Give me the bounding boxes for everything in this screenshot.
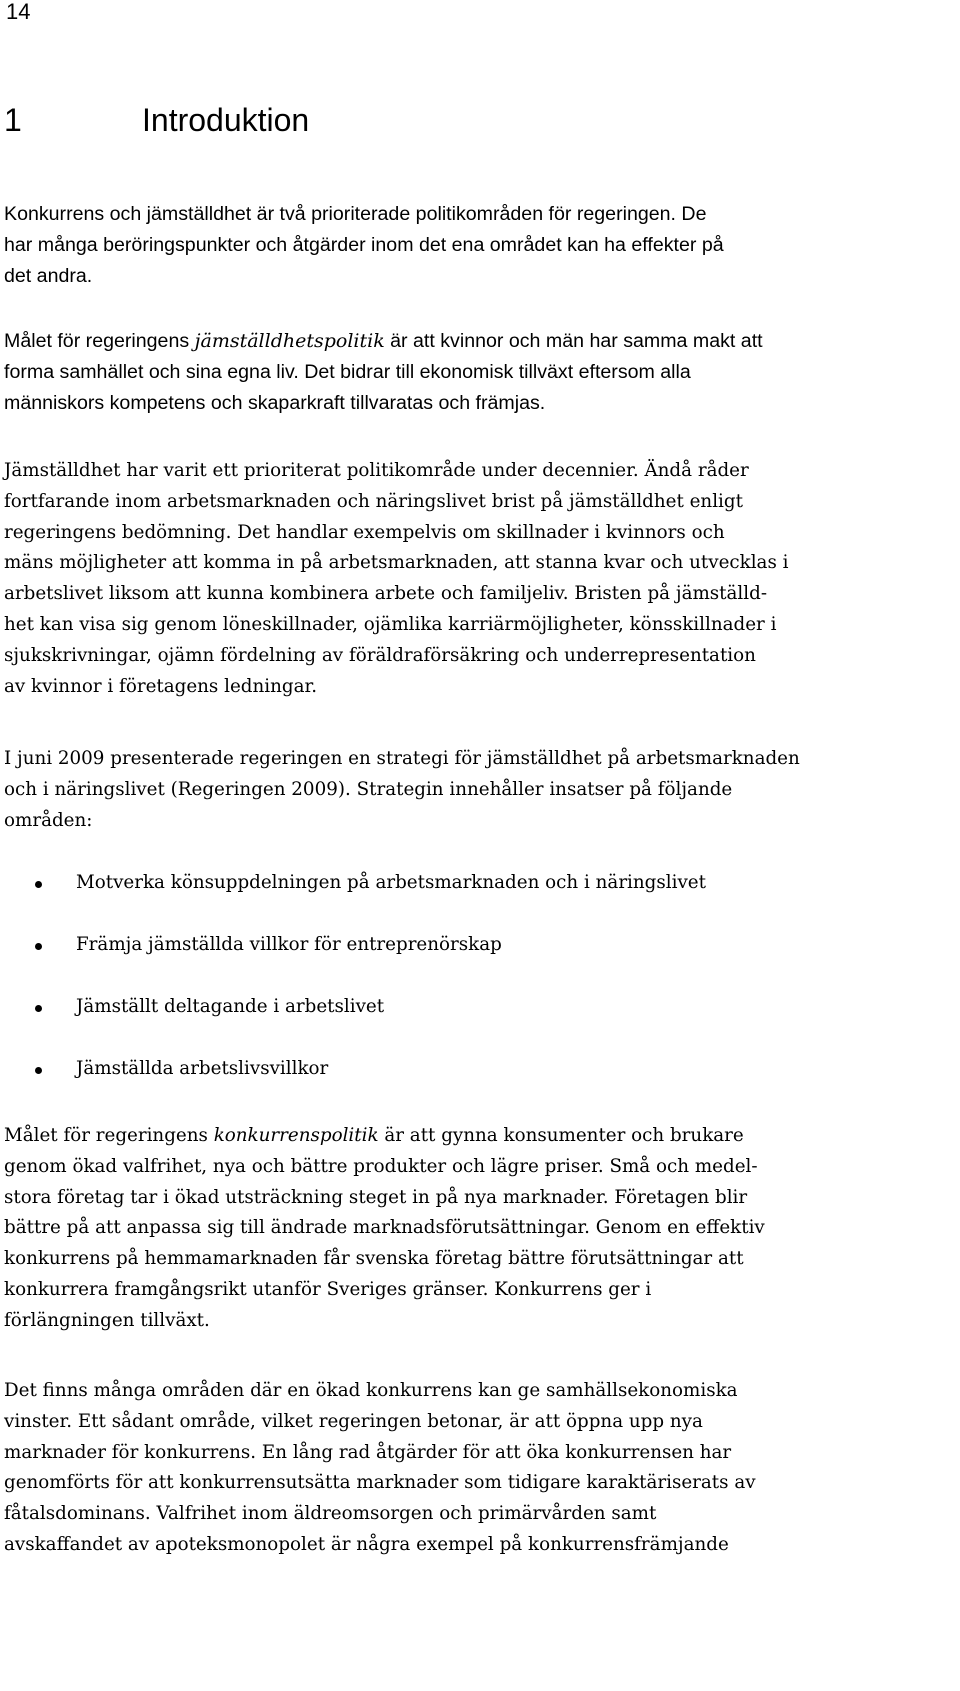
list-item <box>0 868 960 930</box>
list-item-text: Jämställt deltagande i arbetslivet <box>76 996 385 1017</box>
paragraph-line: Konkurrens och jämställdhet är två prioriterade politikområden för regeringen. De <box>4 203 707 225</box>
paragraph-line: regeringens bedömning. Det handlar exempelvis om skillnader i kvinnors och <box>4 521 725 543</box>
paragraph-line: I juni 2009 presenterade regeringen en strategi för jämställdhet på arbetsmarknaden <box>4 748 800 769</box>
paragraph-line: marknader för konkurrens. En lång rad åtgärder för att öka konkurrensen har <box>4 1441 732 1463</box>
paragraph-line: har många beröringspunkter och åtgärder inom det ena området kan ha effekter på <box>4 233 724 256</box>
paragraph-intro <box>4 199 958 291</box>
paragraph-line: och i näringslivet (Regeringen 2009). Strategin innehåller insatser på följande <box>4 778 733 800</box>
bullet-icon <box>35 1067 42 1074</box>
paragraph-line: arbetslivet liksom att kunna kombinera arbete och familjeliv. Bristen på jämställd- <box>4 583 768 605</box>
bullet-icon <box>35 881 42 888</box>
bullet-icon <box>35 1005 42 1012</box>
list-item <box>0 1054 960 1116</box>
paragraph-line: fortfarande inom arbetsmarknaden och näringslivet brist på jämställdhet enligt <box>4 490 743 512</box>
paragraph-line: Det finns många områden där en ökad konkurrens kan ge samhällsekonomiska <box>4 1380 738 1401</box>
list-item-text: Motverka könsuppdelningen på arbetsmarknaden och i näringslivet <box>76 872 706 893</box>
chapter-title: Introduktion <box>142 102 310 138</box>
paragraph-equality-status <box>4 456 958 702</box>
chapter-number: 1 <box>4 102 22 138</box>
paragraph-line: het kan visa sig genom löneskillnader, ojämlika karriärmöjligheter, könsskillnader i <box>4 613 777 635</box>
paragraph-line: mäns möjligheter att komma in på arbetsmarknaden, att stanna kvar och utvecklas i <box>4 552 789 574</box>
paragraph-line: fåtalsdominans. Valfrihet inom äldreomsorgen och primärvården samt <box>4 1503 657 1525</box>
list-item-text: Främja jämställda villkor för entreprenörskap <box>76 934 502 955</box>
paragraph-line: områden: <box>4 809 93 831</box>
paragraph-line: avskaffandet av apoteksmonopolet är några exempel på konkurrensfrämjande <box>4 1533 729 1555</box>
paragraph-line: vinster. Ett sådant område, vilket regeringen betonar, är att öppna upp nya <box>4 1410 703 1432</box>
list-item-text: Jämställda arbetslivsvillkor <box>76 1058 329 1079</box>
text-segment: är att kvinnor och män har samma makt att <box>384 330 763 352</box>
paragraph-line: forma samhället och sina egna liv. Det bidrar till ekonomisk tillväxt eftersom alla <box>4 360 691 383</box>
chapter-heading <box>4 100 309 140</box>
paragraph-equality-goal <box>4 326 958 418</box>
paragraph-line <box>4 326 958 357</box>
paragraph-line: genomförts för att konkurrensutsätta marknader som tidigare karaktäriserats av <box>4 1472 756 1494</box>
paragraph-line: stora företag tar i ökad utsträckning steget in på nya marknader. Företagen blir <box>4 1186 748 1208</box>
paragraph-line <box>4 1121 958 1152</box>
paragraph-line: genom ökad valfrihet, nya och bättre produkter och lägre priser. Små och medel- <box>4 1155 758 1177</box>
page-number: 14 <box>6 0 31 24</box>
text-segment: Målet för regeringens <box>4 330 195 352</box>
paragraph-line: det andra. <box>4 264 93 287</box>
paragraph-line: konkurrens på hemmamarknaden får svenska företag bättre förutsättningar att <box>4 1248 744 1270</box>
bullet-icon <box>35 943 42 950</box>
strategy-areas-list <box>0 868 960 1116</box>
paragraph-line: Jämställdhet har varit ett prioriterat politikområde under decennier. Ändå råder <box>4 460 749 481</box>
paragraph-competition-areas <box>4 1376 958 1561</box>
paragraph-line: sjukskrivningar, ojämn fördelning av föräldraförsäkring och underrepresentation <box>4 644 756 666</box>
paragraph-line: förlängningen tillväxt. <box>4 1309 210 1331</box>
list-item <box>0 930 960 992</box>
paragraph-line: bättre på att anpassa sig till ändrade marknadsförutsättningar. Genom en effektiv <box>4 1217 765 1239</box>
paragraph-strategy <box>4 744 958 836</box>
paragraph-line: av kvinnor i företagens ledningar. <box>4 675 318 697</box>
paragraph-line: människors kompetens och skaparkraft tillvaratas och främjas. <box>4 391 546 414</box>
paragraph-line: konkurrera framgångsrikt utanför Sveriges gränser. Konkurrens ger i <box>4 1278 652 1300</box>
emphasis-term: konkurrenspolitik <box>213 1125 379 1146</box>
text-segment: Målet för regeringens <box>4 1125 214 1146</box>
list-item <box>0 992 960 1054</box>
emphasis-term: jämställdhetspolitik <box>194 330 385 352</box>
text-segment: är att gynna konsumenter och brukare <box>378 1125 744 1146</box>
paragraph-competition-goal <box>4 1121 958 1337</box>
